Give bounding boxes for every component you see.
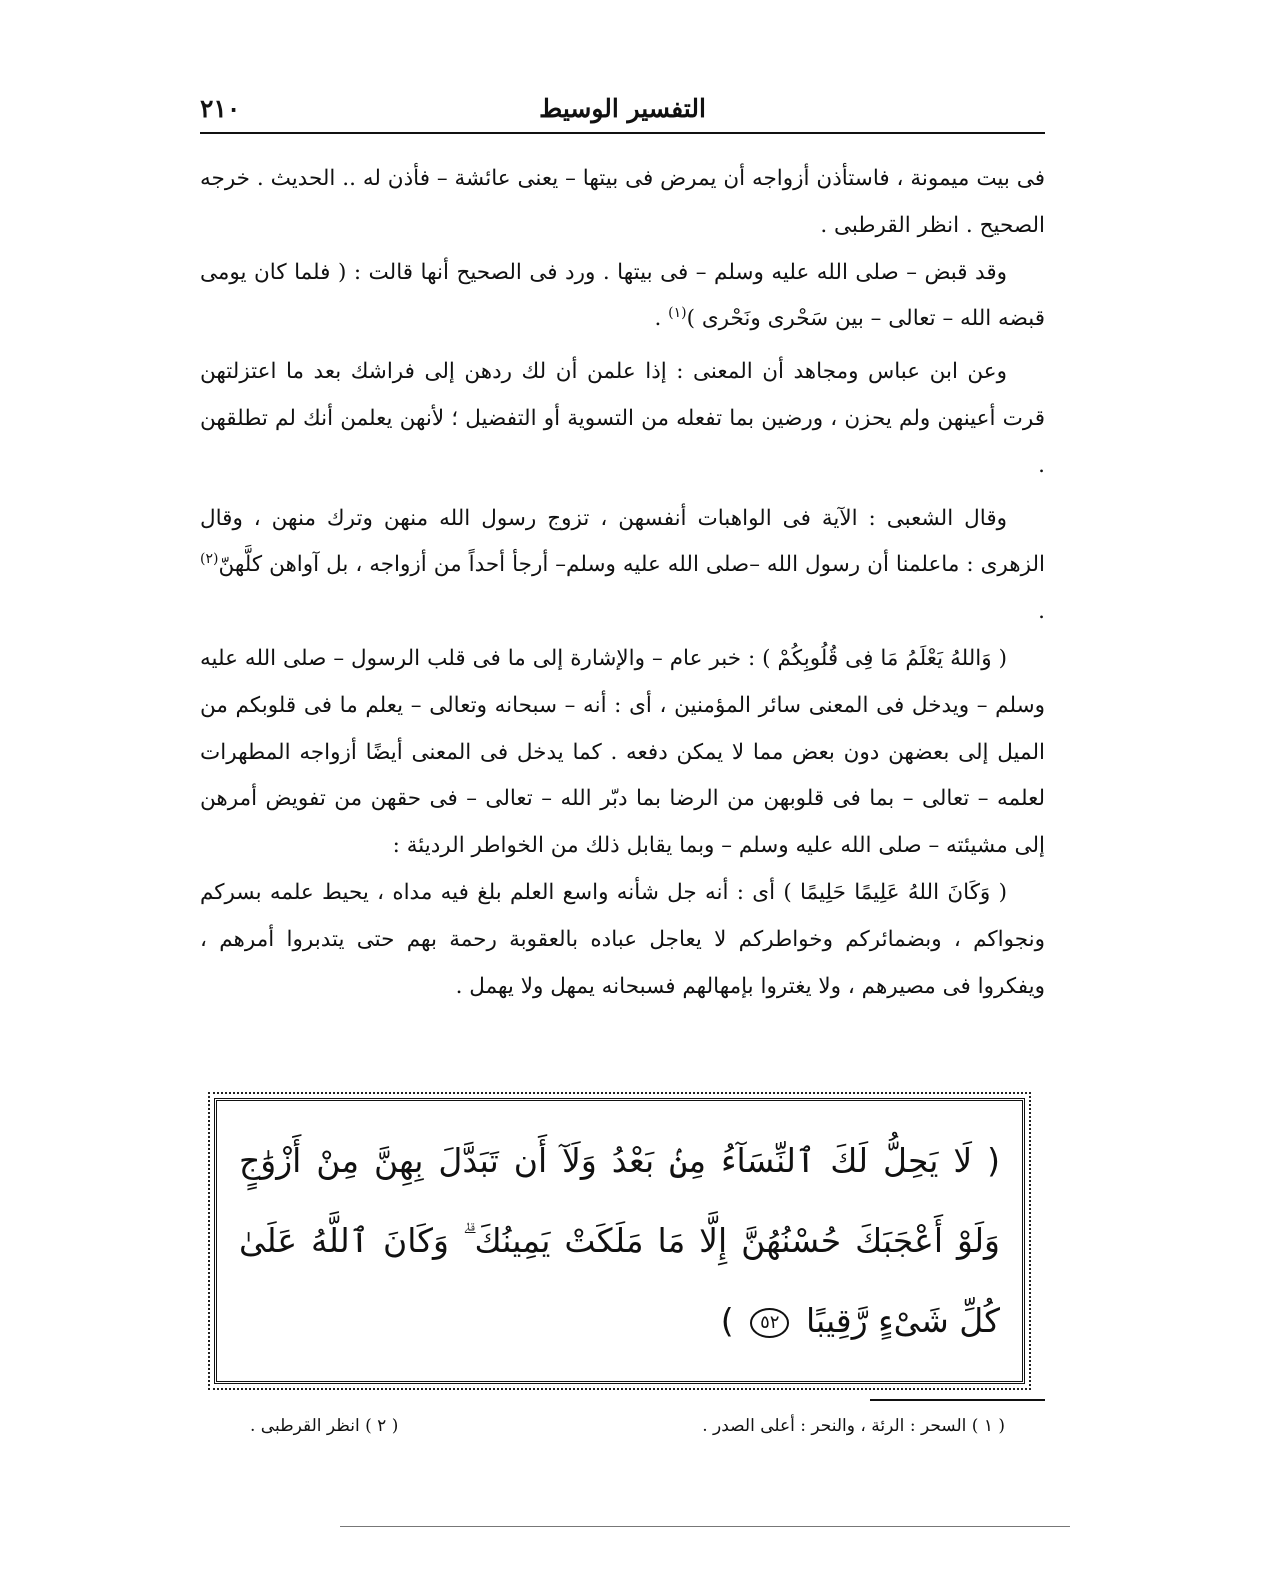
footnote-mark-1: (١) xyxy=(668,305,687,322)
footnote-rule xyxy=(870,1399,1045,1401)
paragraph-text: وقال الشعبى : الآية فى الواهبات أنفسهن ، تزوج رسول الله منهن وترك منهن ، وقال الزهرى : ماعلمنا أن رسول الله –صلى الله عليه وسلم– أرجأ أحداً من أزواجه ، بل آواهن كلَّهنّ xyxy=(200,505,1045,578)
page-title: التفسير الوسيط xyxy=(539,94,706,123)
body-text xyxy=(200,156,1045,1010)
paragraph-text: وعن ابن عباس ومجاهد أن المعنى : إذا علمن أن لك ردهن إلى فراشك بعد ما اعتزلتهن قرت أعينهن ولم يحزن ، ورضين بما تفعله من التسوية أو التفضيل ؛ لأنهن يعلمن أنك لم تطلقهن . xyxy=(200,359,1045,478)
paragraph xyxy=(200,636,1045,870)
page-header xyxy=(200,86,1045,132)
page-number: ٢١٠ xyxy=(200,94,241,123)
paragraph: وقد قبض – صلى الله عليه وسلم – فى بيتها . ورد فى الصحيح أنها قالت : ( فلما كان يومى قبضه الله – تعالى – بين سَحْرى ونَحْرى )$^{(١)}$ . xyxy=(200,259,1045,332)
header-rule xyxy=(200,132,1045,134)
footnote-2: ( ٢ ) انظر القرطبى . xyxy=(250,1416,399,1436)
paragraph xyxy=(200,156,1045,250)
ayah-number: ٥٢ xyxy=(750,1308,789,1338)
footnote-1: ( ١ ) السحر : الرئة ، والنحر : أعلى الصدر . xyxy=(702,1416,1005,1436)
footnote-mark-2: (٢) xyxy=(200,551,219,568)
verse-close: ) xyxy=(720,1301,734,1340)
quran-verse-box xyxy=(214,1098,1025,1384)
paragraph xyxy=(200,349,1045,489)
verse-text: ( لَا يَحِلُّ لَكَ ٱلنِّسَآءُ مِنۢ بَعْدُ وَلَآ أَن تَبَدَّلَ بِهِنَّ مِنْ أَزْوَٰجٍ وَلَوْ أَعْجَبَكَ حُسْنُهُنَّ إِلَّا مَا مَلَكَتْ يَمِينُكَ ۗ وَكَانَ ٱللَّهُ عَلَىٰ كُلِّ شَىْءٍ رَّقِيبًا xyxy=(239,1141,1000,1340)
footnotes xyxy=(200,1416,1045,1446)
document-page xyxy=(200,86,1045,1436)
paragraph-text: ( وَكَانَ اللهُ عَلِيمًا حَلِيمًا ) أى : أنه جل شأنه واسع العلم بلغ فيه مداه ، يحيط علمه بسركم ونجواكم ، وبضمائركم وخواطركم لا يعاجل عباده بالعقوبة رحمة بهم حتى يتدبروا أمرهم ، ويفكروا فى مصيرهم ، ولا يغتروا بإمهالهم فسبحانه يمهل ولا يهمل . xyxy=(200,879,1045,999)
quran-verse xyxy=(239,1121,1000,1361)
bottom-rule xyxy=(340,1526,1070,1527)
paragraph-text: وقد قبض – صلى الله عليه وسلم – فى بيتها . ورد فى الصحيح أنها قالت : ( فلما كان يومى قبضه الله – تعالى – بين سَحْرى ونَحْرى ) xyxy=(200,259,1045,332)
paragraph-text: فى بيت ميمونة ، فاستأذن أزواجه أن يمرض فى بيتها – يعنى عائشة – فأذن له .. الحديث . خرجه الصحيح . انظر القرطبى . xyxy=(200,166,1045,238)
paragraph xyxy=(200,870,1045,1010)
paragraph: وقال الشعبى : الآية فى الواهبات أنفسهن ، تزوج رسول الله منهن وترك منهن ، وقال الزهرى : ماعلمنا أن رسول الله –صلى الله عليه وسلم– أرجأ أحداً من أزواجه ، بل آواهن كلَّهنّ$^{(٢)}$ . xyxy=(200,505,1045,625)
paragraph-text: ( وَاللهُ يَعْلَمُ مَا فِى قُلُوبِكُمْ ) : خبر عام – والإشارة إلى ما فى قلب الرسول – صلى الله عليه وسلم – ويدخل فى المعنى سائر المؤمنين ، أى : أنه – سبحانه وتعالى – يعلم ما فى قلوبكم من الميل إلى بعضهن دون بعض مما لا يمكن دفعه . كما يدخل فى المعنى أيضًا أزواجه المطهرات لعلمه – تعالى – بما فى قلوبهن من الرضا بما دبّر الله – تعالى – فى حقهن من تفويض أمرهن إلى مشيئته – صلى الله عليه وسلم – وبما يقابل ذلك من الخواطر الرديئة : xyxy=(200,645,1045,859)
